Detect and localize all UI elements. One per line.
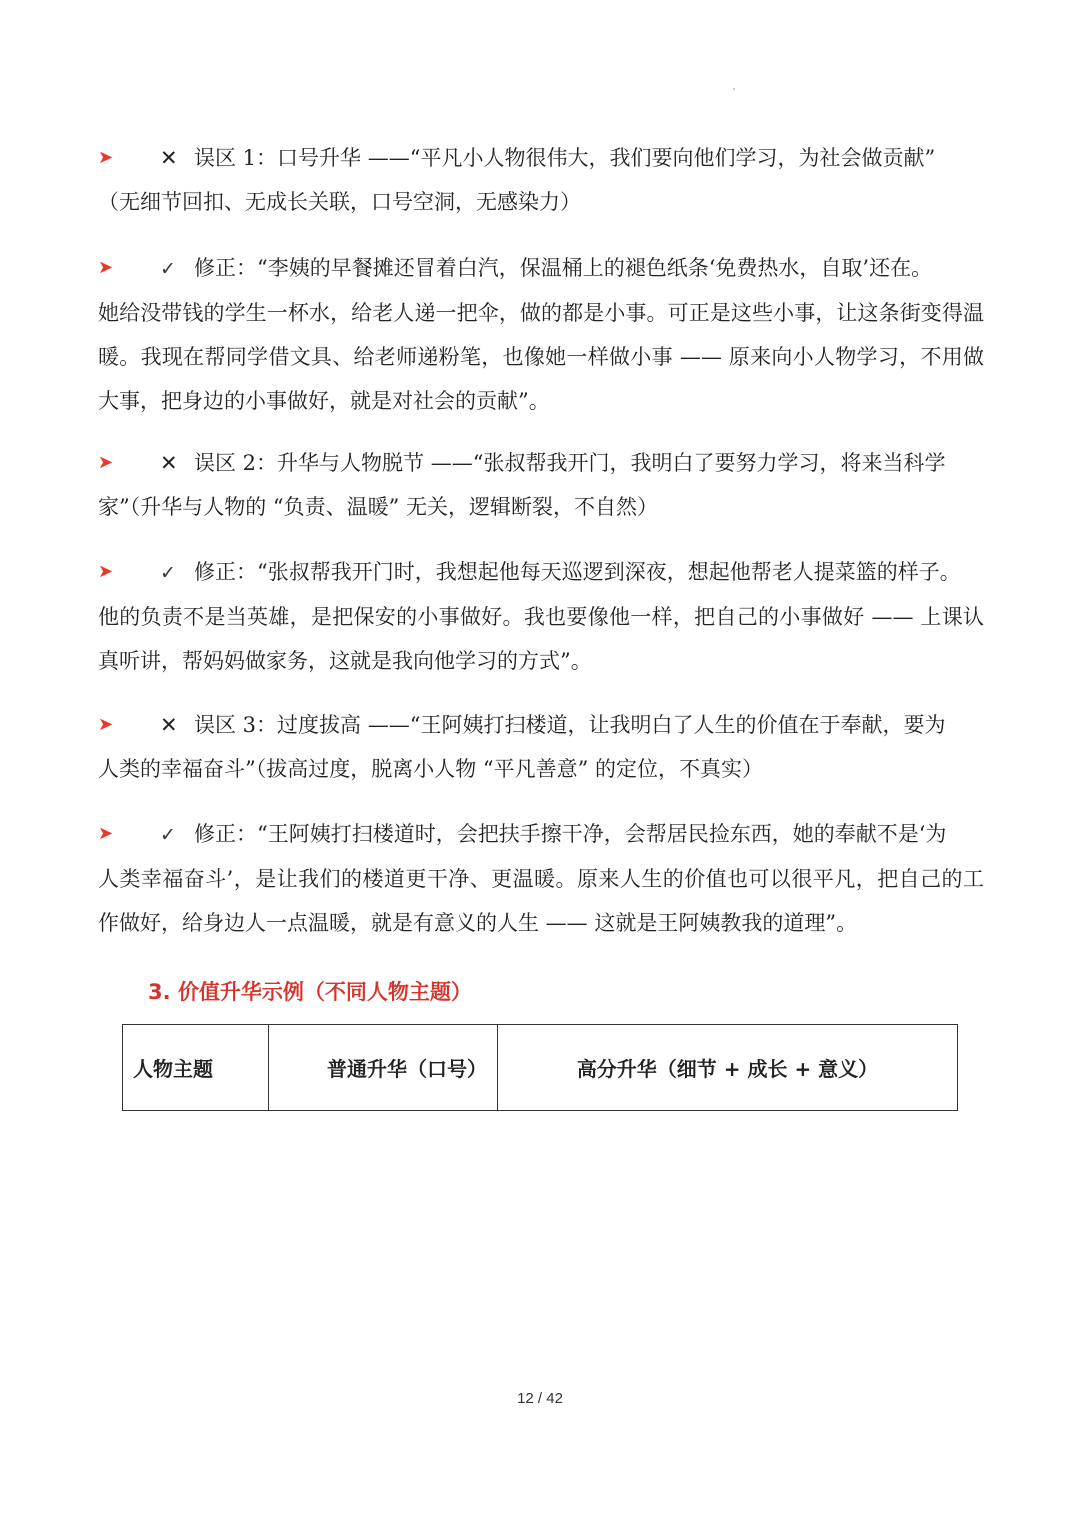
arrow-bullet-icon: ➤ xyxy=(98,147,114,168)
item-first-line: ➤ ✕ 误区 2：升华与人物脱节 ——“张叔帮我开门，我明白了要努力学习，将来当科学 xyxy=(98,441,984,485)
correction-item-2 xyxy=(98,550,984,683)
correction-item-3 xyxy=(98,812,984,945)
item-first-line: ➤ ✕ 误区 1：口号升华 ——“平凡小人物很伟大，我们要向他们学习，为社会做贡献” xyxy=(98,136,984,180)
arrow-bullet-icon: ➤ xyxy=(98,452,114,473)
check-icon: ✓ xyxy=(160,824,176,846)
examples-table xyxy=(122,1024,958,1111)
item-rest: 他的负责不是当英雄，是把保安的小事做好。我也要像他一样，把自己的小事做好 —— 上课认真听讲，帮妈妈做家务，这就是我向他学习的方式”。 xyxy=(98,605,984,673)
item-first-line: ➤ ✓ 修正：“李姨的早餐摊还冒着白汽，保温桶上的褪色纸条‘免费热水，自取’还在。 xyxy=(98,246,984,291)
item-rest: 她给没带钱的学生一杯水，给老人递一把伞，做的都是小事。可正是这些小事，让这条街变得温暖。我现在帮同学借文具、给老师递粉笔，也像她一样做小事 —— 原来向小人物学习，不用做大事，把身边的小事做好，就是对社会的贡献”。 xyxy=(98,301,984,413)
mistake-item-1 xyxy=(98,136,984,224)
table-header-row xyxy=(123,1025,958,1111)
mistake-item-2 xyxy=(98,441,984,529)
item-rest: 家”（升华与人物的 “负责、温暖” 无关，逻辑断裂，不自然） xyxy=(98,495,659,519)
item-first-line: ➤ ✕ 误区 3：过度拔高 ——“王阿姨打扫楼道，让我明白了人生的价值在于奉献，要为 xyxy=(98,703,984,747)
item-first-line: ➤ ✓ 修正：“张叔帮我开门时，我想起他每天巡逻到深夜，想起他帮老人提菜篮的样子。 xyxy=(98,550,984,595)
cross-icon: ✕ xyxy=(160,146,178,170)
arrow-bullet-icon: ➤ xyxy=(98,714,114,735)
check-icon: ✓ xyxy=(160,258,176,280)
page-number: 12 / 42 xyxy=(517,1390,563,1407)
header-high-score-sublimation: 高分升华（细节 + 成长 + 意义） xyxy=(498,1025,958,1111)
item-rest: （无细节回扣、无成长关联，口号空洞，无感染力） xyxy=(98,190,581,214)
check-icon: ✓ xyxy=(160,562,176,584)
correction-item-1 xyxy=(98,246,984,423)
speck xyxy=(733,88,735,90)
arrow-bullet-icon: ➤ xyxy=(98,823,114,844)
section-heading: 3. 价值升华示例（不同人物主题） xyxy=(148,980,472,1004)
arrow-bullet-icon: ➤ xyxy=(98,561,114,582)
item-first-line: ➤ ✓ 修正：“王阿姨打扫楼道时，会把扶手擦干净，会帮居民捡东西，她的奉献不是‘为 xyxy=(98,812,984,857)
arrow-bullet-icon: ➤ xyxy=(98,257,114,278)
header-character-theme: 人物主题 xyxy=(123,1025,269,1111)
item-rest: 人类幸福奋斗’，是让我们的楼道更干净、更温暖。原来人生的价值也可以很平凡，把自己的工作做好，给身边人一点温暖，就是有意义的人生 —— 这就是王阿姨教我的道理”。 xyxy=(98,867,984,935)
cross-icon: ✕ xyxy=(160,713,178,737)
item-rest: 人类的幸福奋斗”（拔高过度，脱离小人物 “平凡善意” 的定位，不真实） xyxy=(98,757,764,781)
header-ordinary-sublimation: 普通升华（口号） xyxy=(269,1025,498,1111)
mistake-item-3 xyxy=(98,703,984,791)
cross-icon: ✕ xyxy=(160,451,178,475)
